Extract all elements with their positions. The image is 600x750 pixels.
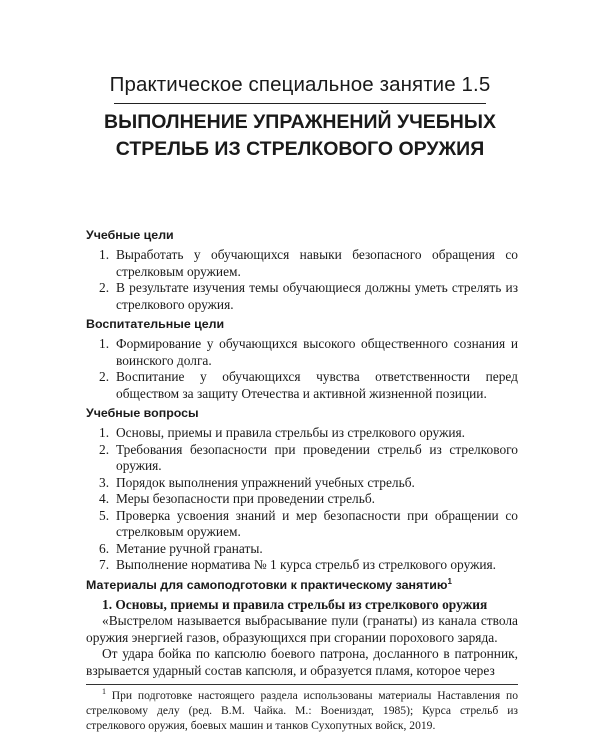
section-heading-goals: Учебные цели xyxy=(86,228,174,242)
list-item: 2. В результате изучения темы обучающиеся должны уметь стрелять из стрелкового оружия. xyxy=(99,280,518,312)
body-paragraph: «Выстрелом называется выбрасывание пули (гранаты) из канала ствола оружия энергией газов, образующихся при сгорании порохового заряда. xyxy=(86,613,518,645)
footnote-rule xyxy=(86,684,518,685)
footnote-reference: 1 xyxy=(447,576,452,586)
lesson-body xyxy=(86,228,518,733)
section-heading-questions: Учебные вопросы xyxy=(86,406,199,420)
list-item: 1. Основы, приемы и правила стрельбы из стрелкового оружия. xyxy=(99,425,465,440)
body-paragraph: От удара бойка по капсюлю боевого патрона, досланного в патронник, взрывается ударный состав капсюля, и образуется пламя, которое через xyxy=(86,646,518,678)
list-item: 3. Порядок выполнения упражнений учебных стрельб. xyxy=(99,474,415,490)
list-item: 4. Меры безопасности при проведении стрельб. xyxy=(99,491,376,506)
section-heading-materials: Материалы для самоподготовки к практическому занятию$^1$ xyxy=(86,576,452,592)
section-heading-edu-goals: Воспитательные цели xyxy=(86,317,225,331)
goals-list xyxy=(86,247,518,313)
footnote-text: При подготовке настоящего раздела использованы материалы Наставления по стрелковому делу (ред. В.М. Чайка. М.: Воениздат, 1985); Курса стрельб из стрелкового оружия, боевых машин и танков Сухопутных войск, 2019. xyxy=(86,689,518,732)
list-item: 6. Метание ручной гранаты. xyxy=(99,540,263,556)
lesson-kicker: Практическое специальное занятие 1.5 xyxy=(109,73,491,96)
lesson-title xyxy=(0,109,600,163)
footnote-mark: 1 xyxy=(102,687,106,697)
list-item: 2. Воспитание у обучающихся чувства ответственности перед обществом за защиту Отечества и активной жизненной позиции. xyxy=(99,369,518,401)
edu-goals-list xyxy=(86,336,518,402)
list-item: 1. Формирование у обучающихся высокого общественного сознания и воинского долга. xyxy=(99,336,518,368)
header-rule xyxy=(114,103,486,104)
subsection-heading: 1. Основы, приемы и правила стрельбы из стрелкового оружия xyxy=(102,596,488,612)
list-item: 7. Выполнение норматива № 1 курса стрельб из стрелкового оружия. xyxy=(99,557,497,572)
questions-list xyxy=(86,425,518,574)
list-item: 1. Выработать у обучающихся навыки безопасного обращения со стрелковым оружием. xyxy=(99,247,518,279)
list-item: 2. Требования безопасности при проведении стрельб из стрелкового оружия. xyxy=(99,441,518,473)
title-line-1: ВЫПОЛНЕНИЕ УПРАЖНЕНИЙ УЧЕБНЫХ xyxy=(104,111,496,133)
title-line-2: СТРЕЛЬБ ИЗ СТРЕЛКОВОГО ОРУЖИЯ xyxy=(115,138,485,160)
footnote xyxy=(86,688,518,733)
list-item: 5. Проверка усвоения знаний и мер безопасности при обращении со стрелковым оружием. xyxy=(99,507,518,539)
